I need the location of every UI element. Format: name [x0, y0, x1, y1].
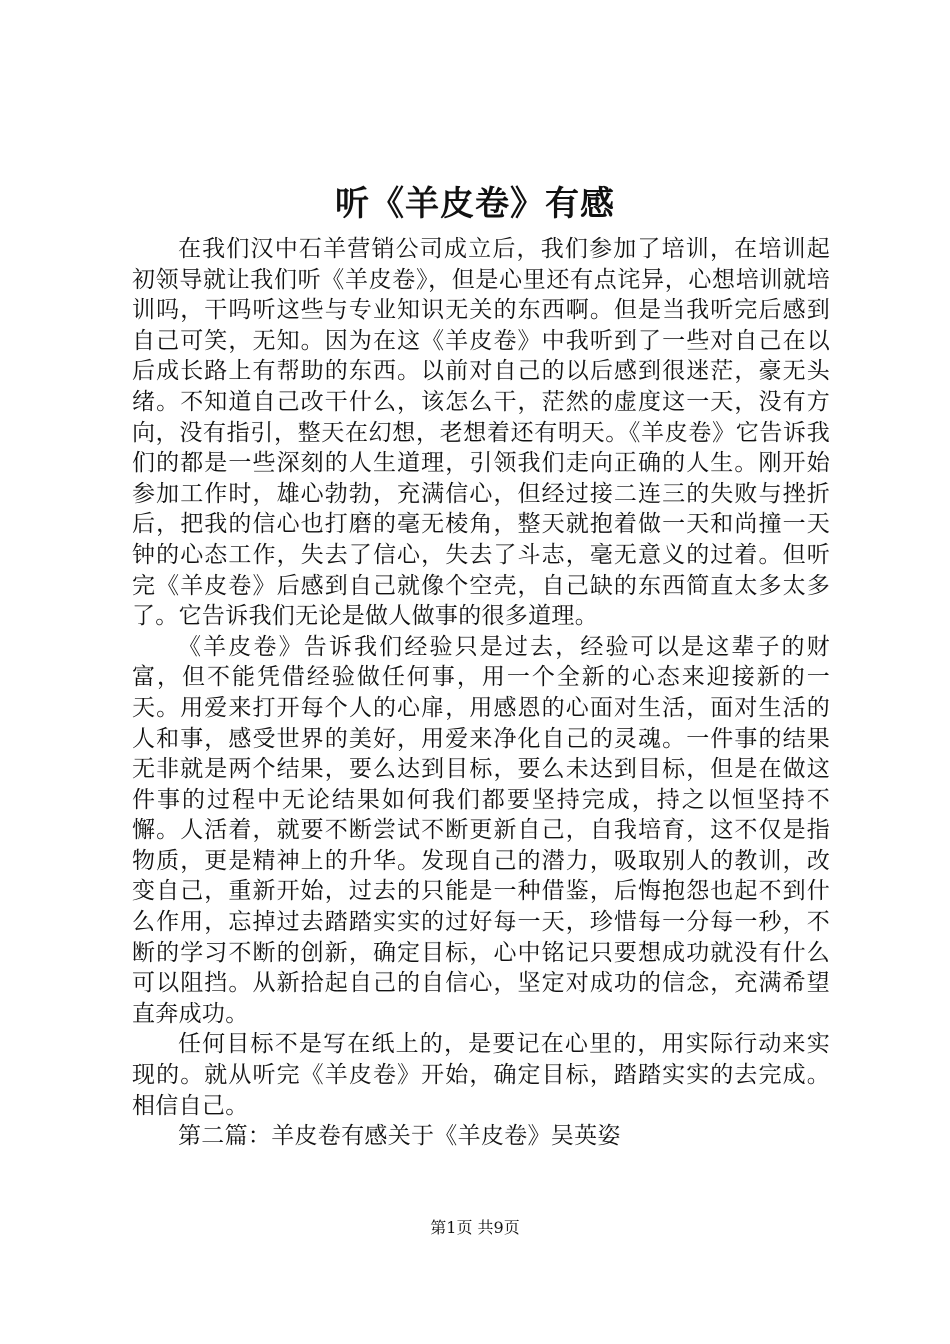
- paragraph-3: 任何目标不是写在纸上的，是要记在心里的，用实际行动来实现的。就从听完《羊皮卷》开始，确定目标，踏踏实实的去完成。相信自己。: [132, 1031, 830, 1119]
- page-title: 听《羊皮卷》有感: [335, 184, 615, 224]
- section-heading: 第二篇：羊皮卷有感关于《羊皮卷》吴英姿: [178, 1123, 621, 1150]
- paragraph-2: 《羊皮卷》告诉我们经验只是过去，经验可以是这辈子的财富，但不能凭借经验做任何事，用一个全新的心态来迎接新的一天。用爱来打开每个人的心扉，用感恩的心面对生活，面对生活的人和事，感受世界的美好，用爱来净化自己的灵魂。一件事的结果无非就是两个结果，要么达到目标，要么未达到目标，但是在做这件事的过程中无论结果如何我们都要坚持完成，持之以恒坚持不懈。人活着，就要不断尝试不断更新自己，自我培育，这不仅是指物质，更是精神上的升华。发现自己的潜力，吸取别人的教训，改变自己，重新开始，过去的只能是一种借鉴，后悔抱怨也起不到什么作用，忘掉过去踏踏实实的过好每一天，珍惜每一分每一秒，不断的学习不断的创新，确定目标，心中铭记只要想成功就没有什么可以阻挡。从新拾起自己的自信心，坚定对成功的信念，充满希望直奔成功。: [132, 633, 830, 1027]
- page-number-footer: 第1页 共9页: [430, 1218, 520, 1237]
- document-body: [132, 234, 830, 1152]
- paragraph-1: 在我们汉中石羊营销公司成立后，我们参加了培训，在培训起初领导就让我们听《羊皮卷》，但是心里还有点诧异，心想培训就培训吗，干吗听这些与专业知识无关的东西啊。但是当我听完后感到自己可笑，无知。因为在这《羊皮卷》中我听到了一些对自己在以后成长路上有帮助的东西。以前对自己的以后感到很迷茫，豪无头绪。不知道自己改干什么，该怎么干，茫然的虚度这一天，没有方向，没有指引，整天在幻想，老想着还有明天。《羊皮卷》它告诉我们的都是一些深刻的人生道理，引领我们走向正确的人生。刚开始参加工作时，雄心勃勃，充满信心，但经过接二连三的失败与挫折后，把我的信心也打磨的毫无棱角，整天就抱着做一天和尚撞一天钟的心态工作，失去了信心，失去了斗志，毫无意义的过着。但听完《羊皮卷》后感到自己就像个空壳，自己缺的东西简直太多太多了。它告诉我们无论是做人做事的很多道理。: [132, 236, 830, 630]
